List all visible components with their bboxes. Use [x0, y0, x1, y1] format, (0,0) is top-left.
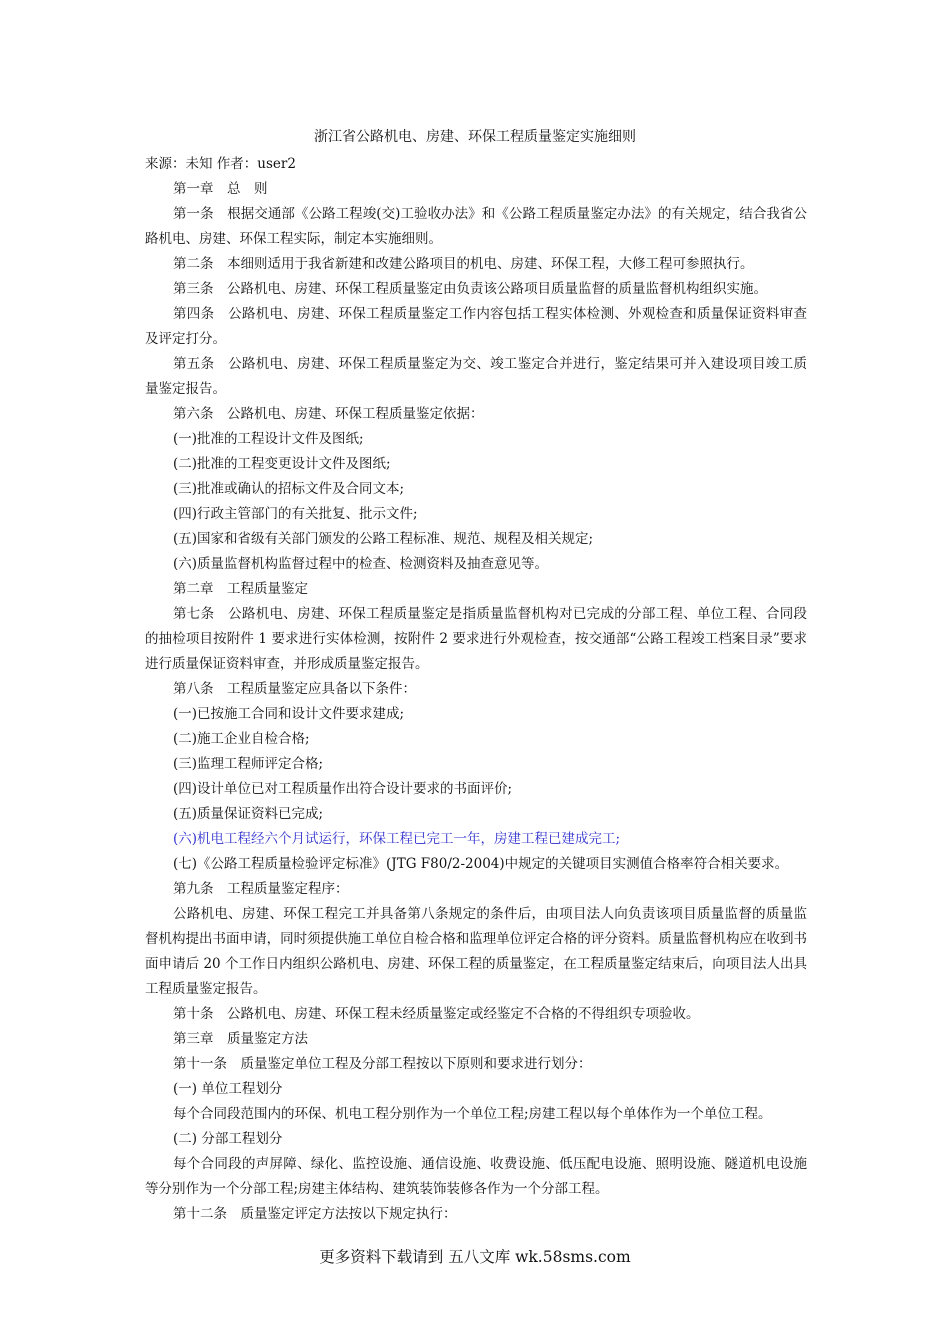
- article-paragraph: 第一条 根据交通部《公路工程竣(交)工验收办法》和《公路工程质量鉴定办法》的有关规定，结合我省公路机电、房建、环保工程实际，制定本实施细则。: [145, 206, 807, 247]
- list-item: (七)《公路工程质量检验评定标准》(JTG F80/2-2004)中规定的关键项目实测值合格率符合相关要求。: [173, 856, 789, 872]
- list-item: (一)已按施工合同和设计文件要求建成;: [173, 706, 405, 722]
- article-paragraph: 第三条 公路机电、房建、环保工程质量鉴定由负责该公路项目质量监督的质量监督机构组织实施。: [173, 281, 767, 297]
- article-paragraph: 第四条 公路机电、房建、环保工程质量鉴定工作内容包括工程实体检测、外观检查和质量保证资料审查及评定打分。: [145, 306, 807, 347]
- article-paragraph: 第十二条 质量鉴定评定方法按以下规定执行：: [173, 1206, 457, 1222]
- chapter-heading: 第三章 质量鉴定方法: [173, 1031, 308, 1047]
- article-paragraph: 第十一条 质量鉴定单位工程及分部工程按以下原则和要求进行划分：: [173, 1056, 592, 1072]
- list-item: (二)施工企业自检合格;: [173, 731, 310, 747]
- chapter-heading: 第二章 工程质量鉴定: [173, 581, 308, 597]
- article-paragraph: 第十条 公路机电、房建、环保工程未经质量鉴定或经鉴定不合格的不得组织专项验收。: [173, 1006, 700, 1022]
- body-paragraph: 每个合同段的声屏障、绿化、监控设施、通信设施、收费设施、低压配电设施、照明设施、隧道机电设施等分别作为一个分部工程;房建主体结构、建筑装饰装修各作为一个分部工程。: [145, 1156, 807, 1197]
- list-item: (四)行政主管部门的有关批复、批示文件;: [173, 506, 418, 522]
- list-item: (四)设计单位已对工程质量作出符合设计要求的书面评价;: [173, 781, 513, 797]
- body-paragraph: 公路机电、房建、环保工程完工并具备第八条规定的条件后，由项目法人向负责该项目质量监督的质量监督机构提出书面申请，同时须提供施工单位自检合格和监理单位评定合格的评分资料。质量监督机构应在收到书面申请后 20 个工作日内组织公路机电、房建、环保工程的质量鉴定，在工程质量鉴定结束后，向项目法人出具工程质量鉴定报告。: [145, 906, 807, 997]
- highlighted-list-item: (六)机电工程经六个月试运行，环保工程已完工一年，房建工程已建成完工;: [173, 831, 621, 847]
- body-paragraph: 每个合同段范围内的环保、机电工程分别作为一个单位工程;房建工程以每个单体作为一个单位工程。: [173, 1106, 772, 1122]
- footer-download-note: 更多资料下载请到 五八文库 wk.58sms.com: [319, 1248, 631, 1266]
- article-paragraph: 第五条 公路机电、房建、环保工程质量鉴定为交、竣工鉴定合并进行，鉴定结果可并入建设项目竣工质量鉴定报告。: [145, 356, 807, 397]
- chapter-heading: 第一章 总 则: [173, 181, 268, 197]
- list-item: (三)监理工程师评定合格;: [173, 756, 324, 772]
- list-item: (二)批准的工程变更设计文件及图纸;: [173, 456, 391, 472]
- section-heading: (二) 分部工程划分: [173, 1131, 283, 1147]
- document-title: 浙江省公路机电、房建、环保工程质量鉴定实施细则: [314, 129, 636, 145]
- article-paragraph: 第七条 公路机电、房建、环保工程质量鉴定是指质量监督机构对已完成的分部工程、单位工程、合同段的抽检项目按附件 1 要求进行实体检测，按附件 2 要求进行外观检查，按交通部“公路工程竣工档案目录”要求进行质量保证资料审查，并形成质量鉴定报告。: [145, 606, 807, 672]
- list-item: (五)质量保证资料已完成;: [173, 806, 324, 822]
- article-paragraph: 第九条 工程质量鉴定程序：: [173, 881, 349, 897]
- article-paragraph: 第二条 本细则适用于我省新建和改建公路项目的机电、房建、环保工程，大修工程可参照执行。: [173, 256, 754, 272]
- article-paragraph: 第八条 工程质量鉴定应具备以下条件：: [173, 681, 416, 697]
- list-item: (一)批准的工程设计文件及图纸;: [173, 431, 364, 447]
- list-item: (五)国家和省级有关部门颁发的公路工程标准、规范、规程及相关规定;: [173, 531, 594, 547]
- list-item: (三)批准或确认的招标文件及合同文本;: [173, 481, 405, 497]
- list-item: (六)质量监督机构监督过程中的检查、检测资料及抽查意见等。: [173, 556, 549, 572]
- article-paragraph: 第六条 公路机电、房建、环保工程质量鉴定依据：: [173, 406, 484, 422]
- document-meta: 来源：未知 作者：user2: [145, 156, 296, 172]
- document-body: [145, 152, 807, 1227]
- section-heading: (一) 单位工程划分: [173, 1081, 283, 1097]
